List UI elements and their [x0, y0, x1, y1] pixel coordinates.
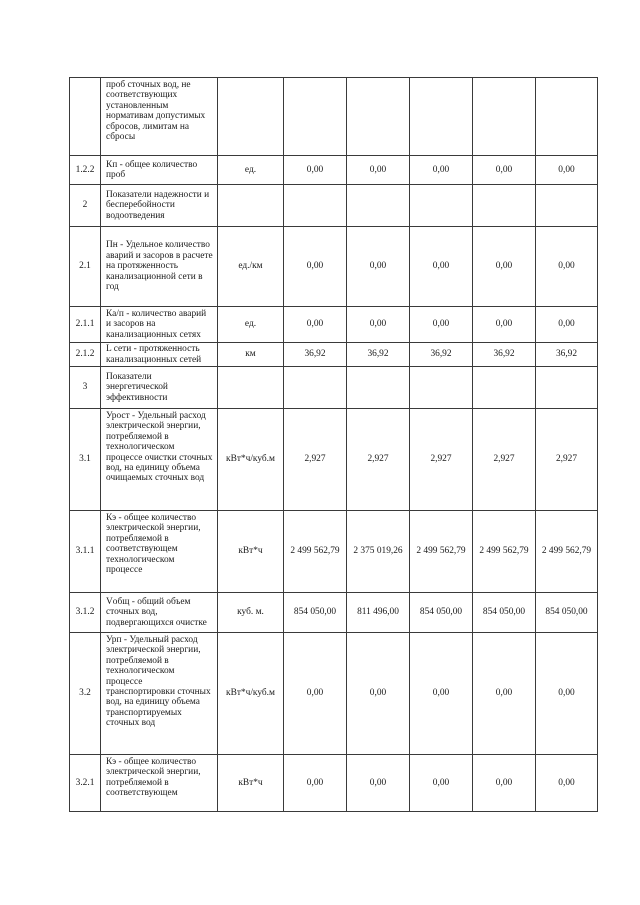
indicator-description: Урп - Удельный расход электрической энергии, потребляемой в технологическом процессе транспортировки сточных вод, на единицу объема транспортируемых сточных вод [101, 633, 218, 755]
indicator-description: Vобщ - общий объем сточных вод, подвергающихся очистке [101, 593, 218, 633]
unit-cell: ед. [218, 156, 284, 185]
unit-cell: кВт*ч [218, 511, 284, 593]
value-cell-2 [347, 367, 410, 409]
value-cell-1 [284, 185, 347, 227]
value-cell-4 [473, 78, 536, 156]
value-cell-2: 0,00 [347, 227, 410, 307]
value-cell-5: 0,00 [536, 156, 598, 185]
value-cell-4: 2,927 [473, 409, 536, 511]
indicator-description: проб сточных вод, не соответствующих установленным нормативам допустимых сбросов, лимитам на сбросы [101, 78, 218, 156]
value-cell-3: 2 499 562,79 [410, 511, 473, 593]
value-cell-2 [347, 78, 410, 156]
value-cell-2: 811 496,00 [347, 593, 410, 633]
row-number: 3 [70, 367, 101, 409]
value-cell-4: 36,92 [473, 343, 536, 367]
indicator-description: Показатели энергетической эффективности [101, 367, 218, 409]
value-cell-4: 0,00 [473, 633, 536, 755]
value-cell-5: 0,00 [536, 755, 598, 812]
table-row [70, 156, 598, 185]
value-cell-2: 2,927 [347, 409, 410, 511]
value-cell-1: 0,00 [284, 633, 347, 755]
value-cell-1: 0,00 [284, 156, 347, 185]
value-cell-4: 0,00 [473, 156, 536, 185]
value-cell-5: 0,00 [536, 633, 598, 755]
table-row [70, 755, 598, 812]
value-cell-5: 0,00 [536, 227, 598, 307]
value-cell-3: 0,00 [410, 156, 473, 185]
value-cell-1 [284, 78, 347, 156]
value-cell-3 [410, 185, 473, 227]
row-number: 2.1.2 [70, 343, 101, 367]
value-cell-5 [536, 185, 598, 227]
value-cell-2: 0,00 [347, 156, 410, 185]
unit-cell [218, 78, 284, 156]
value-cell-1: 2 499 562,79 [284, 511, 347, 593]
value-cell-3: 0,00 [410, 307, 473, 343]
value-cell-1: 0,00 [284, 307, 347, 343]
unit-cell: ед. [218, 307, 284, 343]
row-number: 3.2 [70, 633, 101, 755]
value-cell-1: 36,92 [284, 343, 347, 367]
unit-cell: кВт*ч/куб.м [218, 633, 284, 755]
value-cell-5: 2 499 562,79 [536, 511, 598, 593]
value-cell-2 [347, 185, 410, 227]
row-number: 3.1.1 [70, 511, 101, 593]
value-cell-1: 0,00 [284, 755, 347, 812]
row-number: 3.1.2 [70, 593, 101, 633]
value-cell-5: 36,92 [536, 343, 598, 367]
indicator-description: Показатели надежности и бесперебойности водоотведения [101, 185, 218, 227]
value-cell-1: 2,927 [284, 409, 347, 511]
row-number [70, 78, 101, 156]
value-cell-4: 2 499 562,79 [473, 511, 536, 593]
table-row [70, 185, 598, 227]
table-row [70, 227, 598, 307]
unit-cell: км [218, 343, 284, 367]
value-cell-2: 2 375 019,26 [347, 511, 410, 593]
row-number: 3.1 [70, 409, 101, 511]
value-cell-2: 0,00 [347, 755, 410, 812]
value-cell-3: 36,92 [410, 343, 473, 367]
unit-cell: кВт*ч [218, 755, 284, 812]
row-number: 2.1.1 [70, 307, 101, 343]
value-cell-3: 2,927 [410, 409, 473, 511]
value-cell-1 [284, 367, 347, 409]
table-row [70, 343, 598, 367]
row-number: 1.2.2 [70, 156, 101, 185]
indicator-description: L сети - протяженность канализационных сетей [101, 343, 218, 367]
value-cell-4 [473, 367, 536, 409]
value-cell-2: 36,92 [347, 343, 410, 367]
value-cell-3 [410, 78, 473, 156]
value-cell-5: 854 050,00 [536, 593, 598, 633]
table-row [70, 78, 598, 156]
table-row [70, 511, 598, 593]
value-cell-1: 0,00 [284, 227, 347, 307]
value-cell-4: 0,00 [473, 755, 536, 812]
value-cell-5: 2,927 [536, 409, 598, 511]
value-cell-2: 0,00 [347, 633, 410, 755]
indicators-table [69, 77, 598, 812]
table-row [70, 409, 598, 511]
row-number: 3.2.1 [70, 755, 101, 812]
table-row [70, 307, 598, 343]
value-cell-5 [536, 367, 598, 409]
value-cell-4 [473, 185, 536, 227]
unit-cell [218, 185, 284, 227]
value-cell-5: 0,00 [536, 307, 598, 343]
value-cell-5 [536, 78, 598, 156]
row-number: 2 [70, 185, 101, 227]
table-row [70, 633, 598, 755]
unit-cell: ед./км [218, 227, 284, 307]
indicator-description: Кэ - общее количество электрической энергии, потребляемой в соответствующем [101, 755, 218, 812]
table-body [70, 78, 598, 812]
table-row [70, 367, 598, 409]
unit-cell: кВт*ч/куб.м [218, 409, 284, 511]
row-number: 2.1 [70, 227, 101, 307]
value-cell-4: 0,00 [473, 307, 536, 343]
value-cell-3: 0,00 [410, 633, 473, 755]
unit-cell [218, 367, 284, 409]
unit-cell: куб. м. [218, 593, 284, 633]
value-cell-2: 0,00 [347, 307, 410, 343]
value-cell-3: 0,00 [410, 755, 473, 812]
indicator-description: Кп - общее количество проб [101, 156, 218, 185]
value-cell-1: 854 050,00 [284, 593, 347, 633]
table-row [70, 593, 598, 633]
value-cell-3: 854 050,00 [410, 593, 473, 633]
indicator-description: Урост - Удельный расход электрической энергии, потребляемой в технологическом процессе очистки сточных вод, на единицу объема очищаемых сточных вод [101, 409, 218, 511]
value-cell-3: 0,00 [410, 227, 473, 307]
indicator-description: Пн - Удельное количество аварий и засоров в расчете на протяженность канализационной сети в год [101, 227, 218, 307]
value-cell-4: 854 050,00 [473, 593, 536, 633]
indicator-description: Ка/п - количество аварий и засоров на канализационных сетях [101, 307, 218, 343]
indicator-description: Кэ - общее количество электрической энергии, потребляемой в соответствующем технологическом процессе [101, 511, 218, 593]
value-cell-3 [410, 367, 473, 409]
value-cell-4: 0,00 [473, 227, 536, 307]
